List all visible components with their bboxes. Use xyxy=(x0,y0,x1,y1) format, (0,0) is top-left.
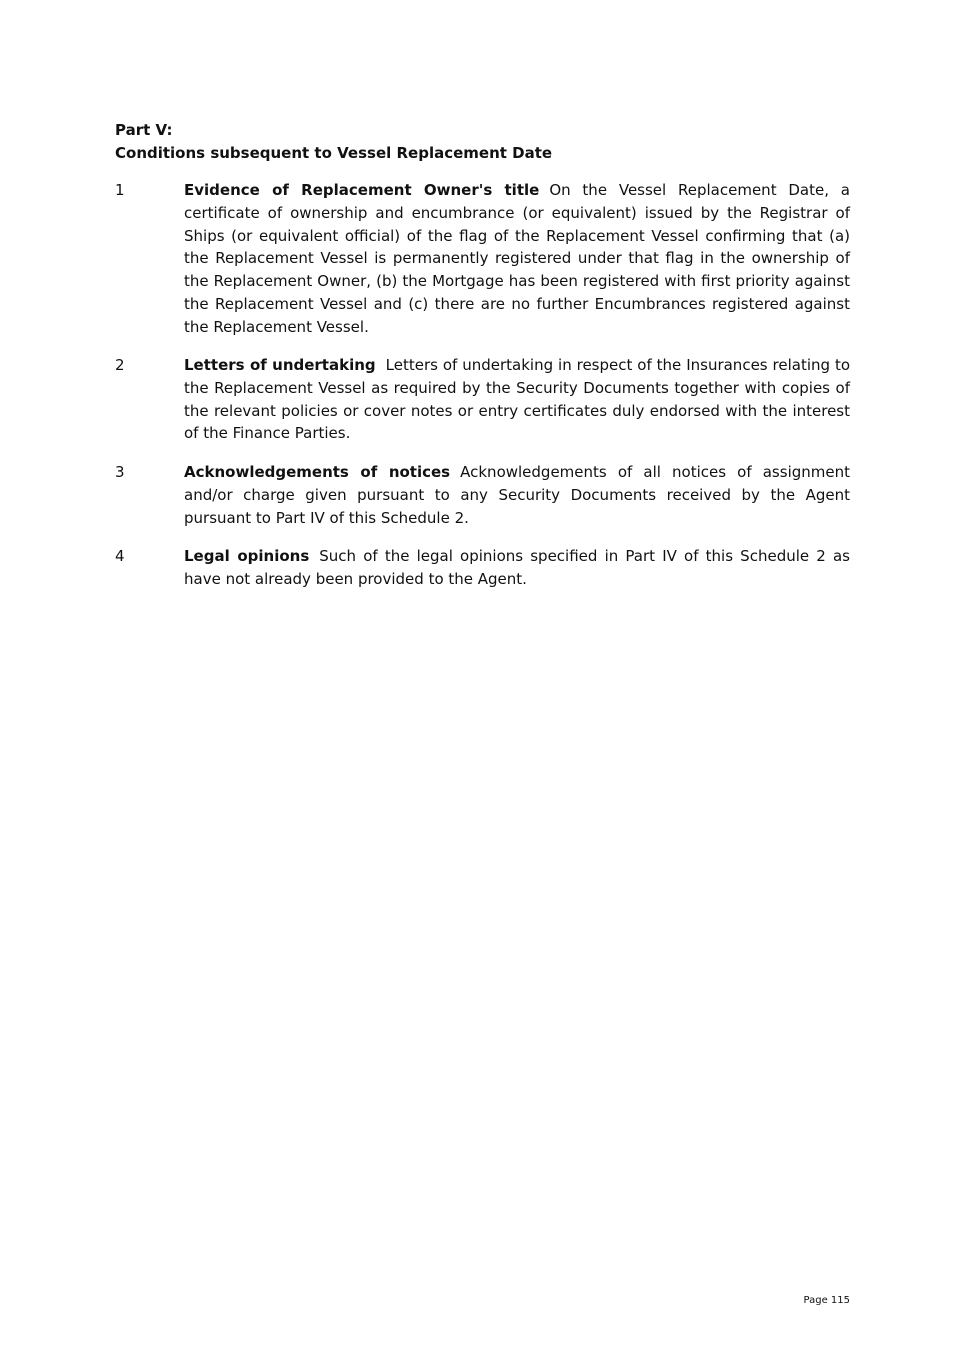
clause-title: Evidence of Replacement Owner's title xyxy=(184,181,540,199)
clause-text: Such of the legal opinions specified in Part IV of this Schedule 2 as have not already been provided to the Agent. xyxy=(184,547,850,588)
clause-body xyxy=(184,545,850,591)
clause-body xyxy=(184,354,850,445)
clause-title: Legal opinions xyxy=(184,547,310,565)
page-number: Page 115 xyxy=(803,1295,850,1306)
clause-number: 4 xyxy=(115,547,125,565)
clause-text: Letters of undertaking in respect of the Insurances relating to the Replacement Vessel as required by the Security Documents together with copies of the relevant policies or cover notes or entry certificates duly endorsed with the interest of the Finance Parties. xyxy=(184,356,850,443)
clause-4 xyxy=(115,545,850,591)
section-heading xyxy=(115,119,552,165)
clause-body xyxy=(184,461,850,529)
clause-body xyxy=(184,179,850,339)
clause-3 xyxy=(115,461,850,529)
clause-2 xyxy=(115,354,850,445)
clause-number: 3 xyxy=(115,463,125,481)
part-label: Part V: xyxy=(115,121,173,139)
clause-number: 2 xyxy=(115,356,125,374)
clause-title: Acknowledgements of notices xyxy=(184,463,451,481)
clause-number: 1 xyxy=(115,181,125,199)
clause-text: Acknowledgements of all notices of assignment and/or charge given pursuant to any Security Documents received by the Agent pursuant to Part IV of this Schedule 2. xyxy=(184,463,850,527)
clause-1 xyxy=(115,179,850,339)
clause-text: On the Vessel Replacement Date, a certificate of ownership and encumbrance (or equivalent) issued by the Registrar of Ships (or equivalent official) of the flag of the Replacement Vessel confirming that (a) the Replacement Vessel is permanently registered under that flag in the ownership of the Replacement Owner, (b) the Mortgage has been registered with first priority against the Replacement Vessel and (c) there are no further Encumbrances registered against the Replacement Vessel. xyxy=(184,181,850,336)
clause-title: Letters of undertaking xyxy=(184,356,376,374)
part-title: Conditions subsequent to Vessel Replacement Date xyxy=(115,144,553,162)
